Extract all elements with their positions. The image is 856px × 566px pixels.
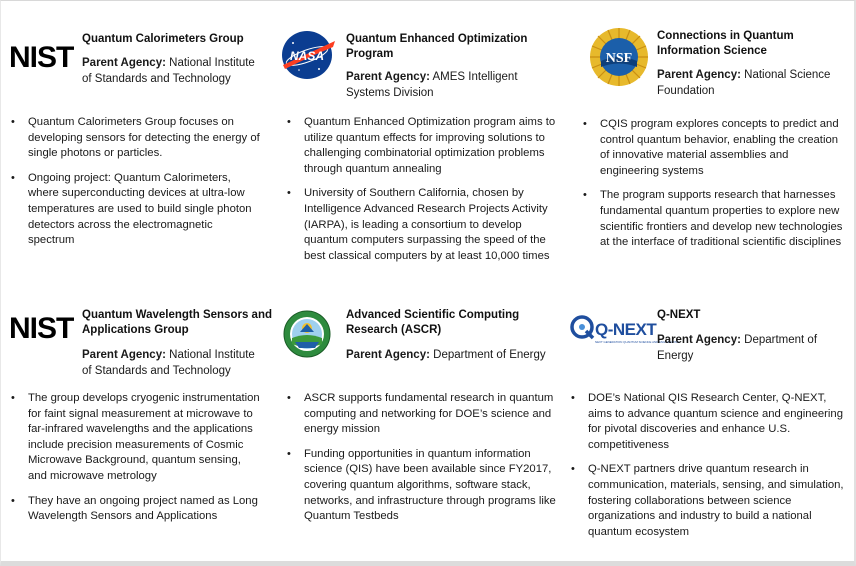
card-ascr — [285, 299, 555, 534]
parent-agency-value: National Science Foundation — [657, 69, 831, 97]
card-quantum-enhanced-optimization — [285, 23, 555, 273]
parent-agency-label: Parent Agency: — [346, 71, 430, 83]
q-next-logo — [569, 313, 680, 352]
parent-agency-label: Parent Agency: — [657, 334, 741, 346]
list-item: • The program supports research that harnesses fundamental quantum properties to explore new scientific frontiers and develop new technologies at the interface of traditional scientific disciplines — [581, 188, 849, 250]
card-title: Quantum Wavelength Sensors and Applications Group — [82, 309, 272, 336]
card-title: Advanced Scientific Computing Research (ASCR) — [346, 309, 520, 336]
bullet-list — [9, 115, 261, 249]
nist-logo — [9, 309, 77, 348]
card-q-next — [569, 299, 844, 549]
bullet-list — [9, 391, 261, 525]
list-item: • University of Southern California, chosen by Intelligence Advanced Research Projects Activity (IARPA), is leading a consortium to develop quantum computers surpassing the speed of the best classical computers by at least 10,000 times — [285, 186, 565, 264]
q-next-logo-subtext: NEXT GENERATION QUANTUM SCIENCE AND ENGINEERING — [595, 340, 680, 344]
card-title: Q-NEXT — [657, 309, 701, 321]
parent-agency-value: National Institute of Standards and Technology — [82, 57, 255, 85]
parent-agency — [657, 67, 852, 99]
list-item: • Ongoing project: Quantum Calorimeters, where superconducting devices at ultra-low temperatures are used to build single photon detectors across the electromagnetic spectrum — [9, 171, 261, 249]
list-item: • Funding opportunities in quantum information science (QIS) have been available since FY2017, covering quantum algorithms, software stack, networks, and infrastructure through programs like Quantum Testbeds — [285, 447, 565, 525]
parent-agency — [82, 347, 267, 379]
card-title: Quantum Calorimeters Group — [82, 33, 244, 45]
parent-agency-label: Parent Agency: — [82, 349, 166, 361]
bullet-list — [581, 117, 849, 251]
parent-agency-label: Parent Agency: — [82, 57, 166, 69]
nsf-logo — [589, 27, 649, 92]
parent-agency — [657, 332, 837, 364]
nist-logo — [9, 38, 77, 77]
doe-seal-logo — [283, 310, 331, 363]
parent-agency-value: Department of Energy — [657, 334, 818, 362]
parent-agency — [346, 347, 566, 363]
card-title: Connections in Quantum Information Science — [657, 30, 794, 57]
card-title: Quantum Enhanced Optimization Program — [346, 33, 528, 60]
card-connections-quantum-information — [581, 23, 851, 260]
nist-logo-text: NIST — [9, 312, 74, 345]
parent-agency-value: AMES Intelligent Systems Division — [346, 71, 518, 99]
parent-agency — [346, 69, 536, 101]
list-item: • Quantum Enhanced Optimization program aims to utilize quantum effects for improving solutions to challenging combinatorial optimization problems through quantum annealing — [285, 115, 565, 177]
nsf-logo-text: NSF — [605, 51, 633, 66]
parent-agency — [82, 55, 262, 87]
nasa-logo-text: NASA — [289, 49, 325, 63]
parent-agency-value: Department of Energy — [433, 349, 546, 361]
parent-agency-value: National Institute of Standards and Technology — [82, 349, 255, 377]
list-item: • CQIS program explores concepts to predict and control quantum behavior, enabling the creation of innovative material assemblies and engineering systems — [581, 117, 849, 179]
card-quantum-calorimeters — [9, 23, 279, 258]
card-quantum-wavelength-sensors — [9, 299, 279, 534]
nist-logo-text: NIST — [9, 41, 74, 74]
bullet-list — [285, 391, 565, 525]
bullet-list — [569, 391, 849, 540]
list-item: • ASCR supports fundamental research in quantum computing and networking for DOE’s science and energy mission — [285, 391, 565, 438]
bullet-list — [285, 115, 565, 264]
list-item: • They have an ongoing project named as Long Wavelength Sensors and Applications — [9, 494, 261, 525]
list-item: • DOE’s National QIS Research Center, Q-NEXT, aims to advance quantum science and engineering for pivotal discoveries and enhance U.S. competitiveness — [569, 391, 849, 453]
list-item: • Quantum Calorimeters Group focuses on developing sensors for detecting the energy of single photons or particles. — [9, 115, 261, 162]
list-item: • Q-NEXT partners drive quantum research in communication, materials, sensing, and simulation, fostering collaborations between science organizations and industry to build a national quantum ecosystem — [569, 462, 849, 540]
list-item: • The group develops cryogenic instrumentation for faint signal measurement at microwave to far-infrared wavelengths and the applications include precision measurements of Cosmic Microwave Background, quantum sensing, and microwave metrology — [9, 391, 261, 485]
q-next-logo-text: Q-NEXT — [595, 320, 657, 339]
parent-agency-label: Parent Agency: — [657, 69, 741, 81]
parent-agency-label: Parent Agency: — [346, 349, 430, 361]
nasa-logo — [279, 29, 339, 86]
